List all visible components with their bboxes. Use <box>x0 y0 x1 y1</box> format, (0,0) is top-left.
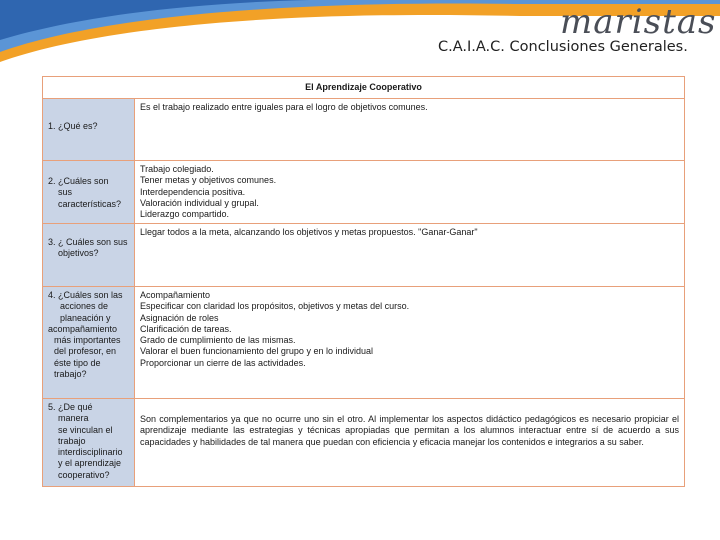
table-row <box>43 399 685 487</box>
cooperative-learning-table <box>42 76 685 487</box>
question-text: se vinculan el <box>58 424 113 435</box>
question-text: características? <box>58 198 122 209</box>
answer-cell <box>135 287 685 399</box>
question-cell <box>43 99 135 161</box>
answer-cell <box>135 399 685 487</box>
question-text: planeación y <box>60 312 111 323</box>
answer-line: Interdependencia positiva. <box>140 186 246 197</box>
question-text: y el aprendizaje <box>58 458 122 469</box>
question-text: cooperativo? <box>58 469 110 480</box>
table-row <box>43 224 685 287</box>
table-row <box>43 287 685 399</box>
answer-cell <box>135 99 685 161</box>
question-cell <box>43 399 135 487</box>
answer-line: Valoración individual y grupal. <box>140 197 259 208</box>
question-text: manera <box>58 413 89 424</box>
question-cell <box>43 161 135 224</box>
answer-text: Son complementarios ya que no ocurre uno sin el otro. Al implementar los aspectos didáctico pedagógicos es necesario propiciar el aprendizaje mediante las estrategias y técnicas apropiadas que permitan a los alumnos interactuar entre sí de acuerdo a sus capacidades y habilidades de tal manera que puedan con eficiencia y eficacia manejar los contenidos e integrarios a su saber. <box>140 414 680 447</box>
question-text: más importantes <box>54 335 121 346</box>
question-text: acompañamiento <box>48 323 118 334</box>
question-text: trabajo? <box>54 369 87 380</box>
answer-line: Asignación de roles <box>140 312 219 323</box>
question-text: objetivos? <box>58 248 99 259</box>
answer-line: Proporcionar un cierre de las actividades. <box>140 357 306 368</box>
question-text: del profesor, en <box>54 346 117 357</box>
table-row <box>43 161 685 224</box>
answer-line: Clarificación de tareas. <box>140 323 232 334</box>
question-text: 4. ¿Cuáles son las <box>48 290 123 300</box>
question-text: trabajo <box>58 435 86 446</box>
question-text: éste tipo de <box>54 357 101 368</box>
question-text: sus <box>58 187 73 198</box>
answer-line: Especificar con claridad los propósitos, objetivos y metas del curso. <box>140 301 410 312</box>
question-text: interdisciplinario <box>58 447 123 458</box>
question-cell <box>43 287 135 399</box>
question-text: 1. ¿Qué es? <box>48 121 98 131</box>
answer-line: Trabajo colegiado. <box>140 164 214 174</box>
table-title: El Aprendizaje Cooperativo <box>43 77 685 99</box>
question-text: 5. ¿De qué <box>48 402 93 412</box>
answer-text: Llegar todos a la meta, alcanzando los objetivos y metas propuestos. "Ganar-Ganar" <box>140 227 478 237</box>
answer-cell <box>135 224 685 287</box>
answer-cell <box>135 161 685 224</box>
question-cell <box>43 224 135 287</box>
maristas-logo: maristas <box>560 2 717 42</box>
answer-text: Es el trabajo realizado entre iguales para el logro de objetivos comunes. <box>140 102 428 112</box>
page-subtitle: C.A.I.A.C. Conclusiones Generales. <box>438 39 688 55</box>
answer-line: Acompañamiento <box>140 290 211 300</box>
table-row <box>43 99 685 161</box>
answer-line: Valorar el buen funcionamiento del grupo y en lo individual <box>140 346 373 357</box>
answer-line: Tener metas y objetivos comunes. <box>140 175 277 186</box>
question-text: 3. ¿ Cuáles son sus <box>48 237 128 247</box>
header-banner <box>0 0 720 70</box>
answer-line: Grado de cumplimiento de las mismas. <box>140 335 296 346</box>
question-text: acciones de <box>60 301 109 312</box>
question-text: 2. ¿Cuáles son <box>48 176 109 186</box>
answer-line: Liderazgo compartido. <box>140 209 230 220</box>
